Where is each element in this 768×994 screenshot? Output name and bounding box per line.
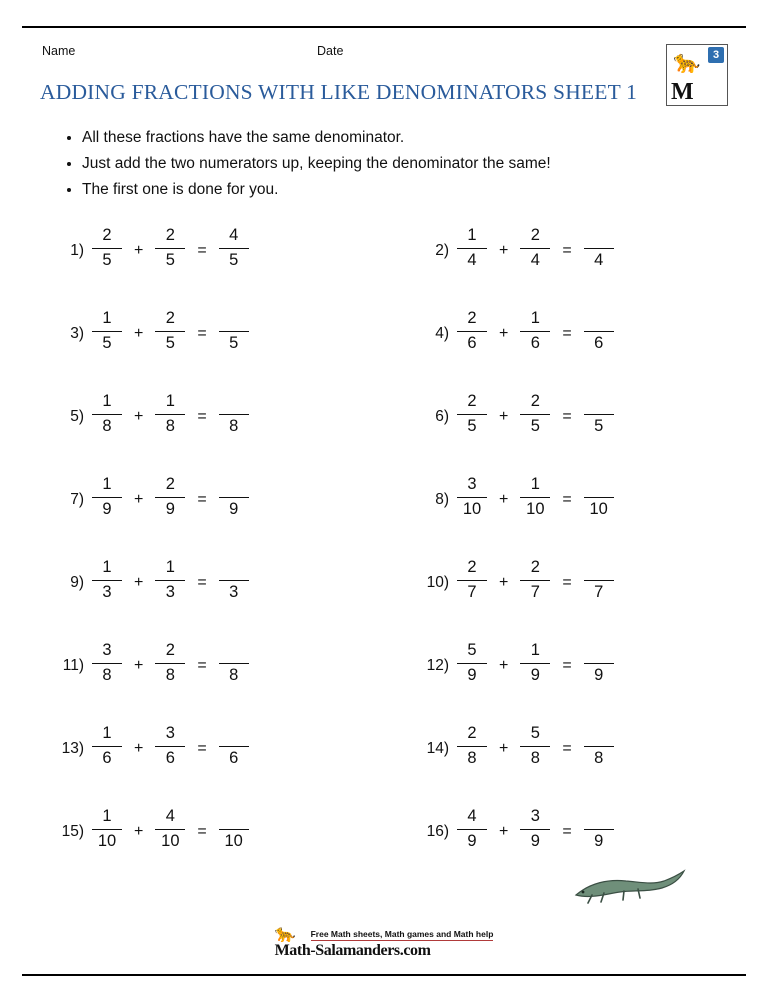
denominator: 5 <box>594 417 604 435</box>
denominator: 4 <box>530 251 540 269</box>
denominator: 8 <box>530 749 540 767</box>
numerator: 1 <box>102 558 112 576</box>
denominator: 8 <box>102 666 112 684</box>
plus-operator: + <box>134 241 144 259</box>
logo-wordmark-icon: M <box>671 79 692 105</box>
denominator: 3 <box>229 583 239 601</box>
answer-fraction[interactable] <box>582 476 616 520</box>
problem-12 <box>415 625 745 703</box>
plus-operator: + <box>499 822 509 840</box>
answer-numerator[interactable] <box>582 808 616 829</box>
fraction-operand-a <box>90 559 124 603</box>
fraction-operand-a <box>90 476 124 520</box>
plus-operator: + <box>134 822 144 840</box>
problems-grid <box>40 210 730 874</box>
denominator: 3 <box>165 583 175 601</box>
answer-numerator[interactable] <box>582 642 616 663</box>
equals-operator: = <box>197 739 207 757</box>
problem-row <box>40 791 730 874</box>
problem-number: 1) <box>70 242 84 259</box>
fraction-operand-b <box>153 642 187 686</box>
answer-numerator[interactable] <box>582 476 616 497</box>
footer-logo <box>0 924 768 960</box>
numerator: 1 <box>102 392 112 410</box>
problem-10 <box>415 542 745 620</box>
fraction-operand-b <box>518 227 552 271</box>
fraction-operand-a <box>90 393 124 437</box>
denominator: 5 <box>165 334 175 352</box>
plus-operator: + <box>134 407 144 425</box>
fraction-operand-a <box>90 808 124 852</box>
numerator: 3 <box>467 475 477 493</box>
problem-5 <box>50 376 380 454</box>
problem-8 <box>415 459 745 537</box>
answer-numerator[interactable] <box>582 725 616 746</box>
fraction-operand-b <box>518 725 552 769</box>
plus-operator: + <box>134 656 144 674</box>
answer-fraction[interactable] <box>217 310 251 354</box>
plus-operator: + <box>134 573 144 591</box>
fraction-operand-b <box>518 393 552 437</box>
denominator: 9 <box>229 500 239 518</box>
answer-numerator[interactable] <box>217 393 251 414</box>
fraction-operand-a <box>455 310 489 354</box>
equals-operator: = <box>197 822 207 840</box>
denominator: 8 <box>165 417 175 435</box>
plus-operator: + <box>134 739 144 757</box>
name-label: Name <box>42 44 76 58</box>
fraction-operand-b <box>518 559 552 603</box>
numerator: 4 <box>467 807 477 825</box>
fraction-operand-a <box>90 227 124 271</box>
problem-3 <box>50 293 380 371</box>
denominator: 9 <box>530 832 540 850</box>
denominator: 5 <box>530 417 540 435</box>
fraction-operand-b <box>518 476 552 520</box>
equals-operator: = <box>197 407 207 425</box>
answer-fraction[interactable] <box>582 725 616 769</box>
numerator: 2 <box>102 226 112 244</box>
plus-operator: + <box>134 490 144 508</box>
denominator: 6 <box>165 749 175 767</box>
problem-row <box>40 625 730 708</box>
equals-operator: = <box>197 490 207 508</box>
denominator: 8 <box>102 417 112 435</box>
fraction-operand-b <box>153 310 187 354</box>
problem-row <box>40 210 730 293</box>
problem-number: 5) <box>70 408 84 425</box>
denominator: 4 <box>594 251 604 269</box>
denominator: 5 <box>102 251 112 269</box>
numerator: 1 <box>530 475 540 493</box>
fraction-operand-a <box>455 476 489 520</box>
equals-operator: = <box>197 241 207 259</box>
numerator: 2 <box>530 226 540 244</box>
numerator: 2 <box>467 309 477 327</box>
problem-number: 15) <box>61 823 84 840</box>
answer-fraction[interactable] <box>582 642 616 686</box>
answer-numerator[interactable] <box>217 725 251 746</box>
numerator: 3 <box>102 641 112 659</box>
denominator: 9 <box>467 666 477 684</box>
instruction-item: • Just add the two numerators up, keeping the denominator the same! <box>82 151 551 177</box>
problem-number: 2) <box>435 242 449 259</box>
denominator: 5 <box>467 417 477 435</box>
denominator: 9 <box>467 832 477 850</box>
denominator: 9 <box>165 500 175 518</box>
problem-row <box>40 459 730 542</box>
denominator: 5 <box>165 251 175 269</box>
denominator: 6 <box>594 334 604 352</box>
numerator: 2 <box>165 226 175 244</box>
plus-operator: + <box>499 324 509 342</box>
problem-2 <box>415 210 745 288</box>
answer-fraction[interactable] <box>217 559 251 603</box>
numerator: 2 <box>530 558 540 576</box>
grade-badge: 3 <box>708 47 724 63</box>
answer-fraction[interactable] <box>217 393 251 437</box>
plus-operator: + <box>499 739 509 757</box>
fraction-operand-b <box>153 476 187 520</box>
denominator: 10 <box>526 500 545 518</box>
problem-number: 14) <box>426 740 449 757</box>
problem-15 <box>50 791 380 869</box>
lizard-decoration-icon <box>568 865 688 909</box>
fraction-operand-b <box>153 559 187 603</box>
instruction-item: • All these fractions have the same denominator. <box>82 125 551 151</box>
numerator: 4 <box>165 807 175 825</box>
numerator: 1 <box>102 309 112 327</box>
denominator: 8 <box>229 417 239 435</box>
answer-fraction[interactable] <box>217 227 251 271</box>
instruction-item: • The first one is done for you. <box>82 177 551 203</box>
problem-16 <box>415 791 745 869</box>
problem-row <box>40 542 730 625</box>
denominator: 6 <box>530 334 540 352</box>
problem-number: 13) <box>61 740 84 757</box>
equals-operator: = <box>562 739 572 757</box>
answer-numerator[interactable] <box>582 559 616 580</box>
fraction-operand-b <box>153 808 187 852</box>
denominator: 10 <box>97 832 117 850</box>
numerator: 1 <box>165 558 175 576</box>
equals-operator: = <box>197 324 207 342</box>
problem-number: 11) <box>62 657 84 674</box>
equals-operator: = <box>562 324 572 342</box>
numerator: 1 <box>102 807 112 825</box>
problem-11 <box>50 625 380 703</box>
plus-operator: + <box>499 241 509 259</box>
denominator: 8 <box>229 666 239 684</box>
denominator: 10 <box>224 832 243 850</box>
problem-number: 10) <box>426 574 449 591</box>
fraction-operand-a <box>455 559 489 603</box>
denominator: 5 <box>229 334 239 352</box>
problem-row <box>40 376 730 459</box>
problem-number: 6) <box>435 408 449 425</box>
problem-4 <box>415 293 745 371</box>
answer-numerator[interactable]: 4 <box>229 226 239 244</box>
answer-numerator[interactable] <box>217 642 251 663</box>
problem-number: 12) <box>426 657 449 674</box>
denominator: 6 <box>229 749 239 767</box>
salamander-icon: 🐆 <box>673 49 701 74</box>
denominator: 9 <box>530 666 540 684</box>
denominator: 10 <box>161 832 180 850</box>
numerator: 5 <box>467 641 477 659</box>
problem-number: 8) <box>435 491 449 508</box>
denominator: 5 <box>102 334 112 352</box>
answer-fraction[interactable] <box>217 642 251 686</box>
answer-fraction[interactable] <box>217 808 251 852</box>
answer-fraction[interactable] <box>582 227 616 271</box>
header-fields <box>42 44 726 66</box>
problem-number: 3) <box>70 325 84 342</box>
problem-14 <box>415 708 745 786</box>
instructions-list <box>56 125 551 203</box>
footer-site: Math-Salamanders.com <box>274 942 431 959</box>
numerator: 1 <box>467 226 477 244</box>
problem-7 <box>50 459 380 537</box>
answer-fraction[interactable] <box>582 808 616 852</box>
equals-operator: = <box>197 573 207 591</box>
equals-operator: = <box>562 241 572 259</box>
numerator: 1 <box>165 392 175 410</box>
numerator: 2 <box>467 392 477 410</box>
fraction-operand-a <box>455 393 489 437</box>
numerator: 2 <box>467 558 477 576</box>
answer-fraction[interactable] <box>582 559 616 603</box>
problem-13 <box>50 708 380 786</box>
denominator: 7 <box>594 583 604 601</box>
answer-fraction[interactable] <box>217 476 251 520</box>
problem-number: 7) <box>70 491 84 508</box>
answer-numerator[interactable] <box>582 227 616 248</box>
fraction-operand-a <box>90 310 124 354</box>
problem-row <box>40 708 730 791</box>
math-salamanders-logo <box>666 44 728 106</box>
numerator: 2 <box>165 475 175 493</box>
fraction-operand-b <box>153 227 187 271</box>
equals-operator: = <box>562 656 572 674</box>
equals-operator: = <box>562 407 572 425</box>
denominator: 8 <box>165 666 175 684</box>
plus-operator: + <box>499 407 509 425</box>
fraction-operand-a <box>455 227 489 271</box>
problem-6 <box>415 376 745 454</box>
fraction-operand-b <box>518 642 552 686</box>
numerator: 3 <box>530 807 540 825</box>
numerator: 2 <box>165 641 175 659</box>
problem-number: 4) <box>435 325 449 342</box>
numerator: 2 <box>467 724 477 742</box>
footer-tagline: Free Math sheets, Math games and Math help <box>310 929 494 939</box>
denominator: 5 <box>229 251 239 269</box>
denominator: 10 <box>462 500 482 518</box>
answer-fraction[interactable] <box>582 393 616 437</box>
plus-operator: + <box>499 573 509 591</box>
plus-operator: + <box>499 490 509 508</box>
salamander-icon: 🐆 <box>274 924 296 943</box>
page-title: ADDING FRACTIONS WITH LIKE DENOMINATORS SHEET 1 <box>40 80 638 104</box>
numerator: 2 <box>165 309 175 327</box>
date-label: Date <box>317 44 344 58</box>
denominator: 10 <box>589 500 608 518</box>
denominator: 6 <box>102 749 112 767</box>
denominator: 6 <box>467 334 477 352</box>
fraction-operand-a <box>455 642 489 686</box>
denominator: 3 <box>102 583 112 601</box>
problem-number: 9) <box>70 574 84 591</box>
fraction-operand-a <box>455 808 489 852</box>
numerator: 1 <box>530 309 540 327</box>
answer-numerator[interactable] <box>217 808 251 829</box>
numerator: 1 <box>530 641 540 659</box>
problem-row <box>40 293 730 376</box>
problem-number: 16) <box>426 823 449 840</box>
answer-fraction[interactable] <box>217 725 251 769</box>
denominator: 7 <box>467 583 477 601</box>
top-divider <box>22 26 746 28</box>
equals-operator: = <box>197 656 207 674</box>
equals-operator: = <box>562 490 572 508</box>
numerator: 3 <box>165 724 175 742</box>
fraction-operand-b <box>153 393 187 437</box>
fraction-operand-b <box>518 310 552 354</box>
problem-1 <box>50 210 380 288</box>
equals-operator: = <box>562 822 572 840</box>
answer-fraction[interactable] <box>582 310 616 354</box>
answer-numerator[interactable] <box>217 310 251 331</box>
denominator: 9 <box>594 666 604 684</box>
fraction-operand-a <box>90 725 124 769</box>
denominator: 9 <box>594 832 604 850</box>
denominator: 8 <box>467 749 477 767</box>
fraction-operand-a <box>90 642 124 686</box>
answer-numerator[interactable] <box>582 310 616 331</box>
answer-numerator[interactable] <box>217 476 251 497</box>
denominator: 7 <box>530 583 540 601</box>
fraction-operand-b <box>518 808 552 852</box>
plus-operator: + <box>499 656 509 674</box>
fraction-operand-b <box>153 725 187 769</box>
denominator: 8 <box>594 749 604 767</box>
answer-numerator[interactable] <box>217 559 251 580</box>
numerator: 2 <box>530 392 540 410</box>
numerator: 5 <box>530 724 540 742</box>
answer-numerator[interactable] <box>582 393 616 414</box>
plus-operator: + <box>134 324 144 342</box>
fraction-operand-a <box>455 725 489 769</box>
numerator: 1 <box>102 475 112 493</box>
denominator: 4 <box>467 251 477 269</box>
equals-operator: = <box>562 573 572 591</box>
bottom-divider <box>22 974 746 976</box>
denominator: 9 <box>102 500 112 518</box>
numerator: 1 <box>102 724 112 742</box>
problem-9 <box>50 542 380 620</box>
